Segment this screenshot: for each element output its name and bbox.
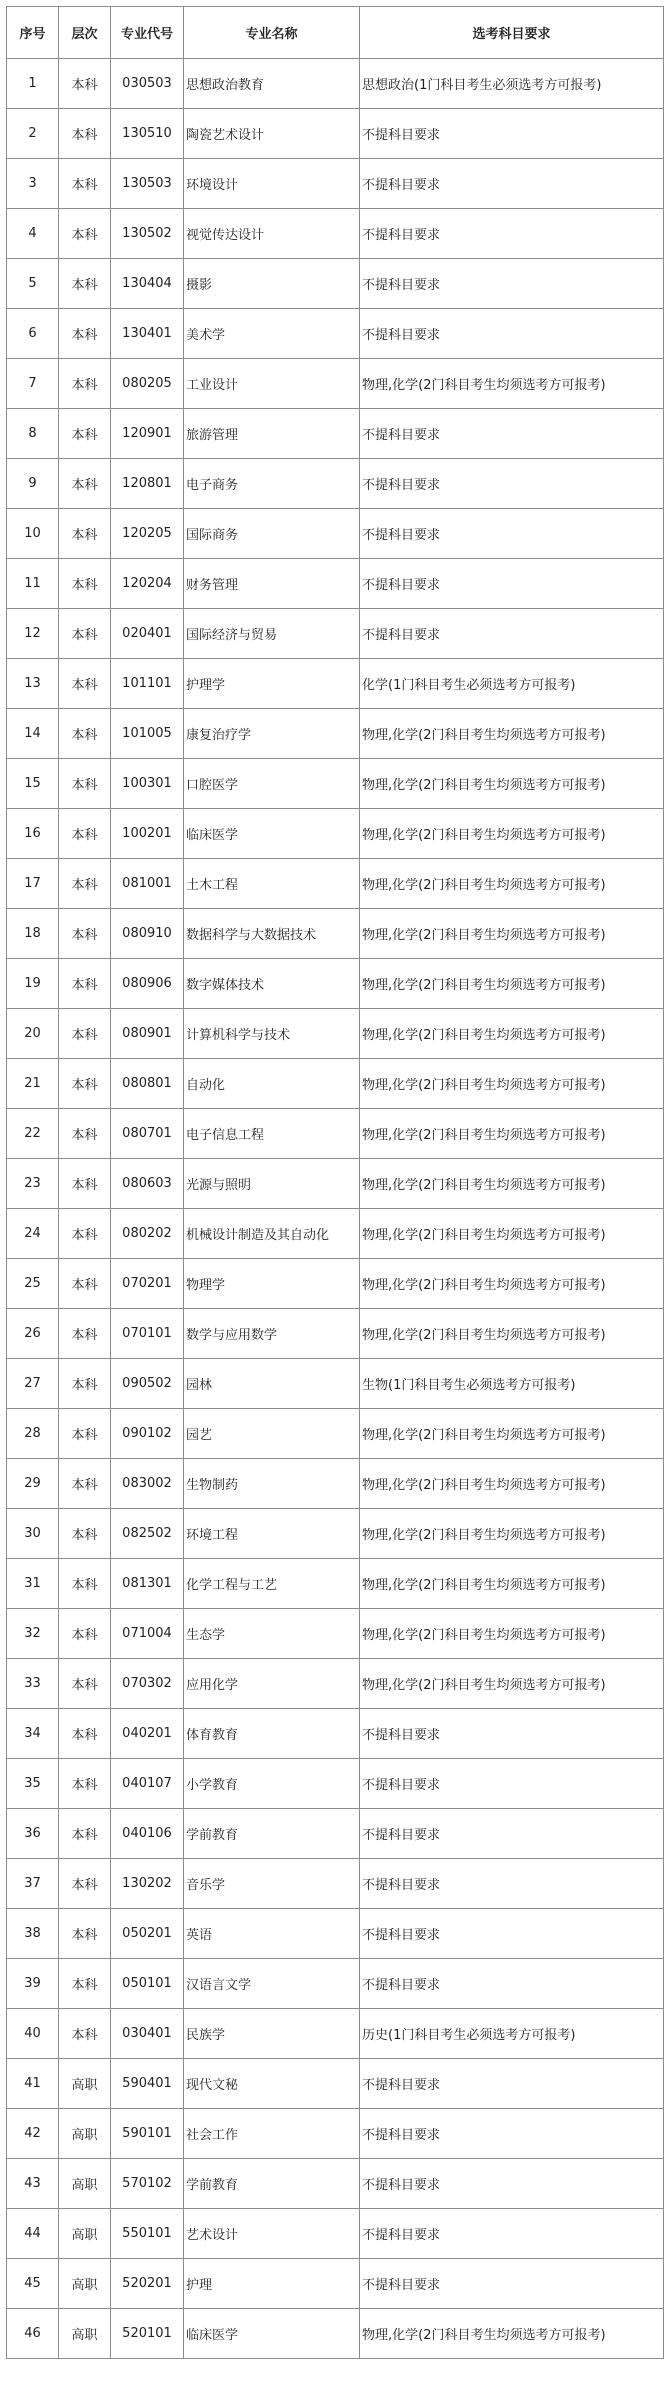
requirement-cell: 不提科目要求	[360, 459, 664, 509]
table-row	[7, 609, 664, 659]
header-index: 序号	[7, 7, 59, 59]
level-cell: 本科	[59, 559, 111, 609]
major-name-cell: 临床医学	[184, 809, 360, 859]
major-code-cell: 030503	[111, 59, 184, 109]
requirement-cell: 物理,化学(2门科目考生均须选考方可报考)	[360, 1559, 664, 1609]
major-code-cell: 550101	[111, 2209, 184, 2259]
major-code-cell: 120801	[111, 459, 184, 509]
major-code-cell: 520201	[111, 2259, 184, 2309]
table-row	[7, 1159, 664, 1209]
index-cell: 32	[7, 1609, 59, 1659]
requirement-cell: 生物(1门科目考生必须选考方可报考)	[360, 1359, 664, 1409]
index-cell: 46	[7, 2309, 59, 2359]
level-cell: 本科	[59, 909, 111, 959]
table-row	[7, 559, 664, 609]
major-name-cell: 陶瓷艺术设计	[184, 109, 360, 159]
index-cell: 44	[7, 2209, 59, 2259]
header-major-code: 专业代号	[111, 7, 184, 59]
level-cell: 本科	[59, 959, 111, 1009]
major-name-cell: 土木工程	[184, 859, 360, 909]
requirement-cell: 物理,化学(2门科目考生均须选考方可报考)	[360, 1209, 664, 1259]
major-code-cell: 080801	[111, 1059, 184, 1109]
major-name-cell: 口腔医学	[184, 759, 360, 809]
requirement-cell: 物理,化学(2门科目考生均须选考方可报考)	[360, 709, 664, 759]
major-name-cell: 汉语言文学	[184, 1959, 360, 2009]
major-name-cell: 园林	[184, 1359, 360, 1409]
requirement-cell: 思想政治(1门科目考生必须选考方可报考)	[360, 59, 664, 109]
major-name-cell: 美术学	[184, 309, 360, 359]
major-name-cell: 旅游管理	[184, 409, 360, 459]
table-row	[7, 1659, 664, 1709]
major-code-cell: 590401	[111, 2059, 184, 2109]
table-row	[7, 2159, 664, 2209]
level-cell: 本科	[59, 159, 111, 209]
level-cell: 本科	[59, 809, 111, 859]
level-cell: 本科	[59, 1259, 111, 1309]
table-row	[7, 1709, 664, 1759]
major-code-cell: 090502	[111, 1359, 184, 1409]
table-row	[7, 1059, 664, 1109]
requirement-cell: 不提科目要求	[360, 209, 664, 259]
level-cell: 高职	[59, 2309, 111, 2359]
level-cell: 本科	[59, 1709, 111, 1759]
requirement-cell: 物理,化学(2门科目考生均须选考方可报考)	[360, 959, 664, 1009]
major-code-cell: 070101	[111, 1309, 184, 1359]
major-code-cell: 120204	[111, 559, 184, 609]
table-row	[7, 159, 664, 209]
requirement-cell: 不提科目要求	[360, 2259, 664, 2309]
index-cell: 30	[7, 1509, 59, 1559]
requirement-cell: 不提科目要求	[360, 259, 664, 309]
index-cell: 35	[7, 1759, 59, 1809]
level-cell: 本科	[59, 1209, 111, 1259]
requirement-cell: 不提科目要求	[360, 2109, 664, 2159]
major-name-cell: 视觉传达设计	[184, 209, 360, 259]
major-name-cell: 护理学	[184, 659, 360, 709]
index-cell: 8	[7, 409, 59, 459]
level-cell: 高职	[59, 2109, 111, 2159]
requirement-cell: 物理,化学(2门科目考生均须选考方可报考)	[360, 1259, 664, 1309]
major-code-cell: 130502	[111, 209, 184, 259]
level-cell: 本科	[59, 1509, 111, 1559]
index-cell: 21	[7, 1059, 59, 1109]
index-cell: 38	[7, 1909, 59, 1959]
table-row	[7, 309, 664, 359]
major-name-cell: 光源与照明	[184, 1159, 360, 1209]
table-row	[7, 509, 664, 559]
major-name-cell: 社会工作	[184, 2109, 360, 2159]
index-cell: 3	[7, 159, 59, 209]
major-code-cell: 080603	[111, 1159, 184, 1209]
index-cell: 11	[7, 559, 59, 609]
table-row	[7, 759, 664, 809]
index-cell: 41	[7, 2059, 59, 2109]
table-row	[7, 259, 664, 309]
major-name-cell: 电子商务	[184, 459, 360, 509]
table-row	[7, 709, 664, 759]
major-code-cell: 080202	[111, 1209, 184, 1259]
requirement-cell: 物理,化学(2门科目考生均须选考方可报考)	[360, 859, 664, 909]
major-name-cell: 自动化	[184, 1059, 360, 1109]
level-cell: 本科	[59, 759, 111, 809]
table-row	[7, 809, 664, 859]
major-name-cell: 摄影	[184, 259, 360, 309]
requirement-cell: 物理,化学(2门科目考生均须选考方可报考)	[360, 909, 664, 959]
major-name-cell: 音乐学	[184, 1859, 360, 1909]
level-cell: 本科	[59, 509, 111, 559]
major-code-cell: 520101	[111, 2309, 184, 2359]
level-cell: 本科	[59, 1609, 111, 1659]
index-cell: 28	[7, 1409, 59, 1459]
requirement-cell: 历史(1门科目考生必须选考方可报考)	[360, 2009, 664, 2059]
table-row	[7, 859, 664, 909]
major-name-cell: 工业设计	[184, 359, 360, 409]
major-code-cell: 080901	[111, 1009, 184, 1059]
subject-requirements-table	[6, 6, 664, 2359]
major-code-cell: 120205	[111, 509, 184, 559]
index-cell: 45	[7, 2259, 59, 2309]
table-row	[7, 2009, 664, 2059]
requirement-cell: 不提科目要求	[360, 559, 664, 609]
index-cell: 5	[7, 259, 59, 309]
table-row	[7, 1409, 664, 1459]
level-cell: 本科	[59, 309, 111, 359]
requirement-cell: 不提科目要求	[360, 509, 664, 559]
index-cell: 23	[7, 1159, 59, 1209]
major-name-cell: 国际经济与贸易	[184, 609, 360, 659]
major-name-cell: 生物制药	[184, 1459, 360, 1509]
major-code-cell: 130510	[111, 109, 184, 159]
table-row	[7, 409, 664, 459]
level-cell: 高职	[59, 2209, 111, 2259]
major-code-cell: 050201	[111, 1909, 184, 1959]
table-row	[7, 659, 664, 709]
major-code-cell: 100301	[111, 759, 184, 809]
table-row	[7, 1759, 664, 1809]
major-name-cell: 环境工程	[184, 1509, 360, 1559]
index-cell: 14	[7, 709, 59, 759]
major-name-cell: 康复治疗学	[184, 709, 360, 759]
requirement-cell: 不提科目要求	[360, 2059, 664, 2109]
level-cell: 本科	[59, 709, 111, 759]
major-name-cell: 体育教育	[184, 1709, 360, 1759]
header-level: 层次	[59, 7, 111, 59]
table-row	[7, 1459, 664, 1509]
index-cell: 20	[7, 1009, 59, 1059]
table-row	[7, 1509, 664, 1559]
major-code-cell: 590101	[111, 2109, 184, 2159]
requirement-cell: 物理,化学(2门科目考生均须选考方可报考)	[360, 1009, 664, 1059]
level-cell: 本科	[59, 1809, 111, 1859]
level-cell: 本科	[59, 1759, 111, 1809]
requirement-cell: 不提科目要求	[360, 409, 664, 459]
major-name-cell: 园艺	[184, 1409, 360, 1459]
major-code-cell: 100201	[111, 809, 184, 859]
table-row	[7, 2059, 664, 2109]
major-code-cell: 080910	[111, 909, 184, 959]
major-code-cell: 081001	[111, 859, 184, 909]
major-code-cell: 130202	[111, 1859, 184, 1909]
index-cell: 36	[7, 1809, 59, 1859]
major-code-cell: 070201	[111, 1259, 184, 1309]
major-code-cell: 080906	[111, 959, 184, 1009]
level-cell: 本科	[59, 1909, 111, 1959]
level-cell: 本科	[59, 459, 111, 509]
index-cell: 37	[7, 1859, 59, 1909]
major-code-cell: 081301	[111, 1559, 184, 1609]
major-code-cell: 130503	[111, 159, 184, 209]
index-cell: 7	[7, 359, 59, 409]
major-code-cell: 070302	[111, 1659, 184, 1709]
table-row	[7, 209, 664, 259]
major-code-cell: 050101	[111, 1959, 184, 2009]
level-cell: 本科	[59, 259, 111, 309]
requirement-cell: 不提科目要求	[360, 309, 664, 359]
index-cell: 12	[7, 609, 59, 659]
index-cell: 15	[7, 759, 59, 809]
index-cell: 39	[7, 1959, 59, 2009]
table-row	[7, 2209, 664, 2259]
major-code-cell: 083002	[111, 1459, 184, 1509]
index-cell: 2	[7, 109, 59, 159]
major-code-cell: 020401	[111, 609, 184, 659]
index-cell: 34	[7, 1709, 59, 1759]
major-name-cell: 财务管理	[184, 559, 360, 609]
level-cell: 本科	[59, 59, 111, 109]
major-name-cell: 民族学	[184, 2009, 360, 2059]
requirement-cell: 物理,化学(2门科目考生均须选考方可报考)	[360, 1309, 664, 1359]
requirement-cell: 不提科目要求	[360, 1909, 664, 1959]
table-row	[7, 2109, 664, 2159]
table-row	[7, 109, 664, 159]
index-cell: 16	[7, 809, 59, 859]
major-code-cell: 040107	[111, 1759, 184, 1809]
requirement-cell: 物理,化学(2门科目考生均须选考方可报考)	[360, 1109, 664, 1159]
major-name-cell: 数据科学与大数据技术	[184, 909, 360, 959]
requirement-cell: 物理,化学(2门科目考生均须选考方可报考)	[360, 1409, 664, 1459]
requirement-cell: 物理,化学(2门科目考生均须选考方可报考)	[360, 1659, 664, 1709]
level-cell: 本科	[59, 1659, 111, 1709]
level-cell: 本科	[59, 2009, 111, 2059]
level-cell: 本科	[59, 1459, 111, 1509]
header-major-name: 专业名称	[184, 7, 360, 59]
requirement-cell: 不提科目要求	[360, 1759, 664, 1809]
major-code-cell: 090102	[111, 1409, 184, 1459]
index-cell: 18	[7, 909, 59, 959]
major-name-cell: 国际商务	[184, 509, 360, 559]
index-cell: 6	[7, 309, 59, 359]
requirement-cell: 物理,化学(2门科目考生均须选考方可报考)	[360, 359, 664, 409]
level-cell: 本科	[59, 1359, 111, 1409]
level-cell: 本科	[59, 359, 111, 409]
requirement-cell: 不提科目要求	[360, 159, 664, 209]
requirement-cell: 不提科目要求	[360, 109, 664, 159]
major-name-cell: 生态学	[184, 1609, 360, 1659]
table-row	[7, 1859, 664, 1909]
index-cell: 24	[7, 1209, 59, 1259]
table-row	[7, 2259, 664, 2309]
major-name-cell: 机械设计制造及其自动化	[184, 1209, 360, 1259]
level-cell: 本科	[59, 1409, 111, 1459]
requirement-cell: 物理,化学(2门科目考生均须选考方可报考)	[360, 1059, 664, 1109]
index-cell: 33	[7, 1659, 59, 1709]
table-row	[7, 459, 664, 509]
requirement-cell: 物理,化学(2门科目考生均须选考方可报考)	[360, 759, 664, 809]
major-name-cell: 数字媒体技术	[184, 959, 360, 1009]
major-code-cell: 080205	[111, 359, 184, 409]
index-cell: 27	[7, 1359, 59, 1409]
major-name-cell: 现代文秘	[184, 2059, 360, 2109]
level-cell: 本科	[59, 109, 111, 159]
major-name-cell: 护理	[184, 2259, 360, 2309]
major-name-cell: 思想政治教育	[184, 59, 360, 109]
table-row	[7, 1209, 664, 1259]
level-cell: 本科	[59, 1959, 111, 2009]
table-row	[7, 1959, 664, 2009]
major-code-cell: 101101	[111, 659, 184, 709]
major-name-cell: 小学教育	[184, 1759, 360, 1809]
requirement-cell: 物理,化学(2门科目考生均须选考方可报考)	[360, 809, 664, 859]
requirement-cell: 不提科目要求	[360, 2159, 664, 2209]
requirement-cell: 物理,化学(2门科目考生均须选考方可报考)	[360, 1159, 664, 1209]
table-row	[7, 59, 664, 109]
table-row	[7, 909, 664, 959]
requirement-cell: 不提科目要求	[360, 1959, 664, 2009]
table-row	[7, 1809, 664, 1859]
major-name-cell: 环境设计	[184, 159, 360, 209]
table-row	[7, 359, 664, 409]
requirement-cell: 不提科目要求	[360, 2209, 664, 2259]
major-code-cell: 570102	[111, 2159, 184, 2209]
requirement-cell: 不提科目要求	[360, 1859, 664, 1909]
index-cell: 25	[7, 1259, 59, 1309]
major-name-cell: 应用化学	[184, 1659, 360, 1709]
index-cell: 19	[7, 959, 59, 1009]
major-name-cell: 学前教育	[184, 1809, 360, 1859]
level-cell: 本科	[59, 1109, 111, 1159]
table-row	[7, 1109, 664, 1159]
major-code-cell: 080701	[111, 1109, 184, 1159]
index-cell: 43	[7, 2159, 59, 2209]
table-row	[7, 1309, 664, 1359]
index-cell: 29	[7, 1459, 59, 1509]
requirement-cell: 物理,化学(2门科目考生均须选考方可报考)	[360, 2309, 664, 2359]
header-subject-requirement: 选考科目要求	[360, 7, 664, 59]
index-cell: 31	[7, 1559, 59, 1609]
index-cell: 42	[7, 2109, 59, 2159]
major-name-cell: 化学工程与工艺	[184, 1559, 360, 1609]
level-cell: 高职	[59, 2259, 111, 2309]
major-code-cell: 082502	[111, 1509, 184, 1559]
level-cell: 本科	[59, 1009, 111, 1059]
index-cell: 17	[7, 859, 59, 909]
level-cell: 本科	[59, 1059, 111, 1109]
index-cell: 40	[7, 2009, 59, 2059]
major-name-cell: 艺术设计	[184, 2209, 360, 2259]
level-cell: 本科	[59, 609, 111, 659]
level-cell: 本科	[59, 409, 111, 459]
table-row	[7, 1359, 664, 1409]
table-row	[7, 1609, 664, 1659]
major-code-cell: 071004	[111, 1609, 184, 1659]
major-name-cell: 数学与应用数学	[184, 1309, 360, 1359]
major-code-cell: 120901	[111, 409, 184, 459]
requirement-cell: 不提科目要求	[360, 1809, 664, 1859]
requirement-cell: 不提科目要求	[360, 1709, 664, 1759]
major-code-cell: 130404	[111, 259, 184, 309]
requirement-cell: 物理,化学(2门科目考生均须选考方可报考)	[360, 1509, 664, 1559]
major-name-cell: 英语	[184, 1909, 360, 1959]
level-cell: 本科	[59, 1159, 111, 1209]
table-row	[7, 1559, 664, 1609]
major-name-cell: 物理学	[184, 1259, 360, 1309]
major-code-cell: 040106	[111, 1809, 184, 1859]
level-cell: 本科	[59, 209, 111, 259]
index-cell: 1	[7, 59, 59, 109]
level-cell: 高职	[59, 2059, 111, 2109]
major-name-cell: 计算机科学与技术	[184, 1009, 360, 1059]
table-row	[7, 959, 664, 1009]
table-row	[7, 1259, 664, 1309]
major-code-cell: 130401	[111, 309, 184, 359]
level-cell: 本科	[59, 659, 111, 709]
level-cell: 本科	[59, 1859, 111, 1909]
table-row	[7, 1009, 664, 1059]
major-name-cell: 电子信息工程	[184, 1109, 360, 1159]
major-name-cell: 临床医学	[184, 2309, 360, 2359]
index-cell: 4	[7, 209, 59, 259]
table-row	[7, 2309, 664, 2359]
requirement-cell: 物理,化学(2门科目考生均须选考方可报考)	[360, 1459, 664, 1509]
level-cell: 高职	[59, 2159, 111, 2209]
level-cell: 本科	[59, 1309, 111, 1359]
requirement-cell: 物理,化学(2门科目考生均须选考方可报考)	[360, 1609, 664, 1659]
major-code-cell: 040201	[111, 1709, 184, 1759]
index-cell: 9	[7, 459, 59, 509]
major-name-cell: 学前教育	[184, 2159, 360, 2209]
major-code-cell: 101005	[111, 709, 184, 759]
level-cell: 本科	[59, 1559, 111, 1609]
requirement-cell: 化学(1门科目考生必须选考方可报考)	[360, 659, 664, 709]
table-row	[7, 1909, 664, 1959]
major-code-cell: 030401	[111, 2009, 184, 2059]
index-cell: 10	[7, 509, 59, 559]
index-cell: 13	[7, 659, 59, 709]
table-body	[7, 59, 664, 2359]
requirement-cell: 不提科目要求	[360, 609, 664, 659]
index-cell: 26	[7, 1309, 59, 1359]
table-header-row	[7, 7, 664, 59]
index-cell: 22	[7, 1109, 59, 1159]
level-cell: 本科	[59, 859, 111, 909]
